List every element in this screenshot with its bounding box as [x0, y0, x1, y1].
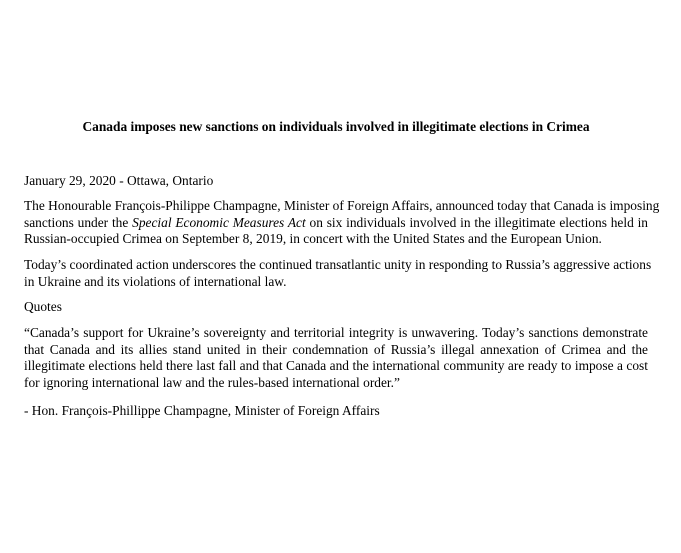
text-span: on six individuals involved in the illegitimate elections held in [305, 214, 648, 230]
paragraph-coordinated-action [24, 257, 652, 290]
document-title: Canada imposes new sanctions on individuals involved in illegitimate elections in Crimea [82, 119, 590, 134]
act-name: Special Economic Measures Act [132, 214, 306, 230]
quote-line: illegitimate elections held there last fall and that Canada and the international community are ready to impose a cost [24, 358, 648, 373]
quote-line: that Canada and its allies stand united in their condemnation of Russia’s illegal annexation of Crimea and the [24, 341, 648, 357]
quote-line: for ignoring international law and the rules-based international order.” [24, 374, 400, 390]
paragraph-line [24, 215, 648, 232]
quotes-heading: Quotes [24, 299, 62, 314]
quote-attribution: - Hon. François-Phillippe Champagne, Minister of Foreign Affairs [24, 403, 380, 418]
quote-line: “Canada’s support for Ukraine’s sovereignty and territorial integrity is unwavering. Today’s sanctions demonstrate [24, 325, 648, 340]
paragraph-line: Russian-occupied Crimea on September 8, 2019, in concert with the United States and the European Union. [24, 231, 602, 246]
paragraph-line: The Honourable François-Philippe Champagne, Minister of Foreign Affairs, announced today that Canada is imposing [24, 198, 660, 213]
dateline: January 29, 2020 - Ottawa, Ontario [24, 173, 214, 188]
paragraph-line: Today’s coordinated action underscores the continued transatlantic unity in responding to Russia’s aggressive actions [24, 257, 652, 272]
text-span: sanctions under the [24, 214, 133, 230]
minister-quote [24, 325, 648, 391]
paragraph-line: in Ukraine and its violations of international law. [24, 273, 287, 289]
paragraph-announcement [24, 198, 660, 248]
